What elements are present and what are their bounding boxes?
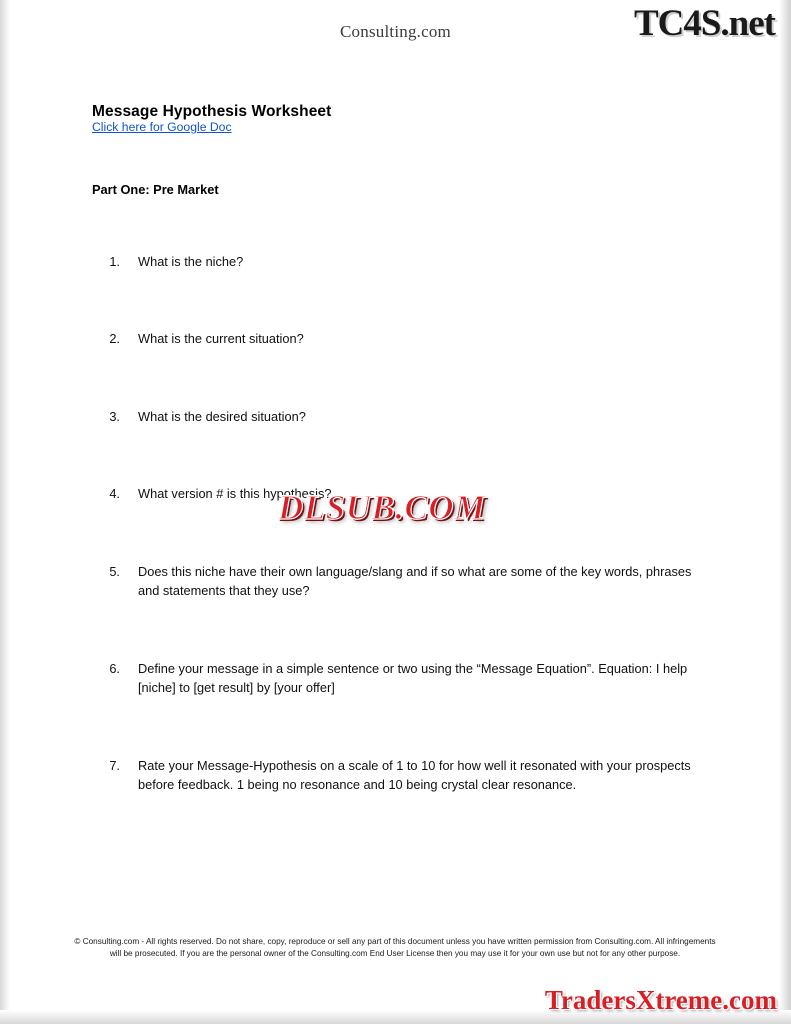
list-item [92,407,708,426]
list-item-number: 6. [109,661,120,676]
page-title: Message Hypothesis Worksheet [92,103,332,121]
list-item-number: 4. [109,486,120,501]
list-item-number: 3. [109,409,120,424]
list-item-text: Rate your Message-Hypothesis on a scale of 1 to 10 for how well it resonated with your prospects before feedback. 1 being no resonance and 10 being crystal clear resonance. [138,758,691,792]
list-item-text: What version # is this hypothesis? [138,486,332,501]
list-item [92,659,708,697]
list-item-text: What is the desired situation? [138,409,306,424]
page-edge-shadow-left [0,0,10,1024]
google-doc-link[interactable]: Click here for Google Doc [92,120,232,134]
page-edge-shadow-right [779,0,791,1024]
list-item-number: 1. [109,254,120,269]
list-item-text: Does this niche have their own language/slang and if so what are some of the key words, phrases and statements that they use? [138,564,692,598]
list-item [92,252,708,271]
list-item [92,562,708,600]
header-brand: Consulting.com [340,22,451,41]
list-item-text: Define your message in a simple sentence or two using the “Message Equation”. Equation: I help [niche] to [get result] by [your offer] [138,661,688,695]
list-item-number: 7. [109,758,120,773]
list-item-number: 5. [109,564,120,579]
list-item-number: 2. [109,331,120,346]
list-item-text: What is the current situation? [138,331,304,346]
watermark-center: DLSUB.COM [278,488,486,527]
list-item [92,756,708,794]
watermark-top-right: TC4S.net [633,3,775,44]
footer-copyright: © Consulting.com - All rights reserved. Do not share, copy, reproduce or sell any part of this document unless you have written permission from Consulting.com. All infringements will be prosecuted. If you are the personal owner of the Consulting.com End User License then you may use it for your own use but not for any other purpose. [74,937,716,958]
list-item-text: What is the niche? [138,254,244,269]
list-item [92,329,708,348]
watermark-bottom-right: TradersXtreme.com [544,985,777,1015]
section-heading-part-one: Part One: Pre Market [92,182,219,197]
